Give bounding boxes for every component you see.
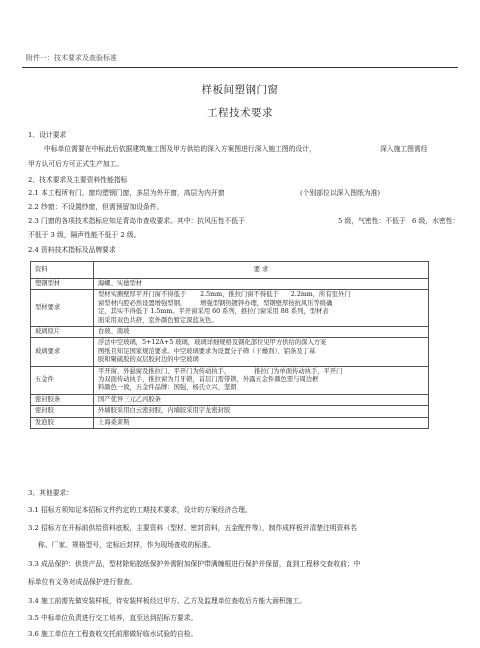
material-name-cell: 密封胶 <box>31 406 94 417</box>
material-name-cell: 型材要求 <box>31 290 94 327</box>
requirement-cell <box>94 366 429 394</box>
doc-title: 样板间塑钢门窗 <box>201 84 279 96</box>
table-header-row <box>31 262 429 279</box>
material-name-cell: 五金件 <box>31 366 94 394</box>
requirement-line: 台玻、南玻 <box>98 328 130 336</box>
material-name-cell: 发泡胶 <box>31 417 94 428</box>
requirement-line: 定，其实不得低于 1.5mm。平开窗采用 60 系列，推拉门窗采用 88 系列，型材表 <box>98 308 329 316</box>
requirement-line: 料颜色一致，五金件品牌：国强、杨氏立兴、坚朗 <box>98 384 237 392</box>
table-row <box>31 406 429 417</box>
table-row <box>31 327 429 338</box>
requirement-line: 海螺、实德型材 <box>98 280 143 287</box>
requirement-line: 图纸且知足国家规范要求。中空玻璃要求为设置分子筛（干燥剂）、铝条及丁基 <box>98 347 316 355</box>
requirement-cell <box>94 279 429 290</box>
requirement-cell <box>94 394 429 405</box>
requirement-line: 窗型材内腔必然设置增强型钢， 增强型钢热镀锌办理，型钢壁厚按抗风压等级确 <box>98 299 333 307</box>
material-spec-table <box>30 261 429 429</box>
table-row <box>31 366 429 394</box>
table-header-material: 资料 <box>31 262 94 279</box>
requirement-cell <box>94 406 429 417</box>
header-divider <box>22 67 458 68</box>
requirement-cell <box>94 327 429 338</box>
requirement-line: 型材实测壁厚平开门窗不得低于 2.5mm，推拉门窗不得低于 2.2mm，所有室外门 <box>98 291 351 299</box>
doc-subtitle: 工程技术要求 <box>207 107 273 119</box>
material-name-cell: 玻璃要求 <box>31 338 94 366</box>
requirement-cell <box>94 290 429 327</box>
requirement-cell <box>94 417 429 428</box>
attachment-header: 附件一：技术要求及查验标准 <box>26 54 117 62</box>
document-page: 附件一：技术要求及查验标准 样板间塑钢门窗 工程技术要求 1、设计要求 中标单位需要在中标此后依据建筑施工图及甲方供给的深入方案图进行深入施工图的设计， 深入施工图需经 甲方认可后方可正式生产加工。 2、技术要求及主要资料性能指标 2.1 本工程所有门、窗均塑钢门窗，多层为外开窗，高层为内开窗 (个别部位以深入图纸为准) 2.2 纱窗：不设置纱窗，但需预留加设条件。 2.3 门窗的各项技术指标应知足青岛市查收要求。其中：抗风压性不低于 5 级，气密性：不低于 6 级，水密性： 不低于 3 级，隔声性能不低于 2 级。 2.4 资料技术指标及品牌要求 资料 要 求 塑钢型材 海螺、实德型材 型材要求 型材实测壁厚平开门窗不得低于 2.5mm，推拉门窗不得低于 2.2mm，所有室外门 窗型材内腔必然设置增强型钢， 增强型钢热镀锌办理，型钢壁厚按抗风压等级确 定，其实不得低于 1.5mm。平开窗采用 60 系列，推拉门窗采用 88 系列，型材表 面采用双色共挤，室外颜色暂定深蓝灰色。 玻璃原片 台玻、南玻 玻璃要求 浮法中空玻璃，5+12A+5 玻璃，玻璃详细规格及钢化部位见甲方供给的深入方案 图纸且知足国家规范要求。中空玻璃要求为设置分子筛（干燥剂）、铝条及丁基 胶和聚硫胶的双层胶封边的中空玻璃 五金件 平开窗、外悬窗及推拉门、平开门为传动执手， 推拉门为单面传动执手，平开门 为双面传动执手，推拉窗为月牙锁，首层门需带锁，外露五金件颜色需与周边框 料颜色一致，五金件品牌：国强、杨氏立兴、坚朗 密封胶条 国产优异三元乙丙胶条 密封胶 外墙胶采用白云密封胶，内墙胶采用宇龙密封胶 发泡胶 上海桑莱斯 3、其他要求： 3.1 招标方须知足本招标文件约定的工期技术要求，设计的方案经济合理。 3.2 招标方在开标前供给资料底板，主要资料（型材、密封资料，五金配件等），制作成样板并清楚注明资料名 称、厂家、规格型号，定标后封样，作为现场查收的标准。 3.3 成品保护：供货产品，型材除贴胶纸保护外需附加保护带满缠框进行保护并保留，直到工程移交查收前；中 标单位有义务对成品保护进行督查。 3.4 施工前需先做安装样板，待安装样板经过甲方、乙方及监理单位查收后方能大面积施工。 3.5 中标单位负责进行交工培养，直至达到招标方要求。 3.6 施工单位在工程查收交托前需做好临水试验的自检。 <box>0 0 480 648</box>
requirement-cell <box>94 338 429 366</box>
requirement-line: 浮法中空玻璃，5+12A+5 玻璃，玻璃详细规格及钢化部位见甲方供给的深入方案 <box>98 339 327 347</box>
material-name-cell: 塑钢型材 <box>31 279 94 290</box>
requirement-line: 面采用双色共挤，室外颜色暂定深蓝灰色。 <box>98 316 218 324</box>
requirement-line: 胶和聚硫胶的双层胶封边的中空玻璃 <box>98 356 199 364</box>
material-name-cell: 密封胶条 <box>31 394 94 405</box>
table-row <box>31 338 429 366</box>
requirement-line: 平开窗、外悬窗及推拉门、平开门为传动执手， 推拉门为单面传动执手，平开门 <box>98 367 343 375</box>
material-name-cell: 玻璃原片 <box>31 327 94 338</box>
table-header-requirement: 要 求 <box>94 262 429 279</box>
table-row <box>31 417 429 428</box>
table-row <box>31 290 429 327</box>
requirement-line: 上海桑莱斯 <box>98 418 130 426</box>
requirement-line: 外墙胶采用白云密封胶，内墙胶采用宇龙密封胶 <box>98 407 231 415</box>
requirement-line: 国产优异三元乙丙胶条 <box>98 395 161 403</box>
table-row <box>31 279 429 290</box>
table-row <box>31 394 429 405</box>
requirement-line: 为双面传动执手，推拉窗为月牙锁，首层门需带锁，外露五金件颜色需与周边框 <box>98 376 319 384</box>
